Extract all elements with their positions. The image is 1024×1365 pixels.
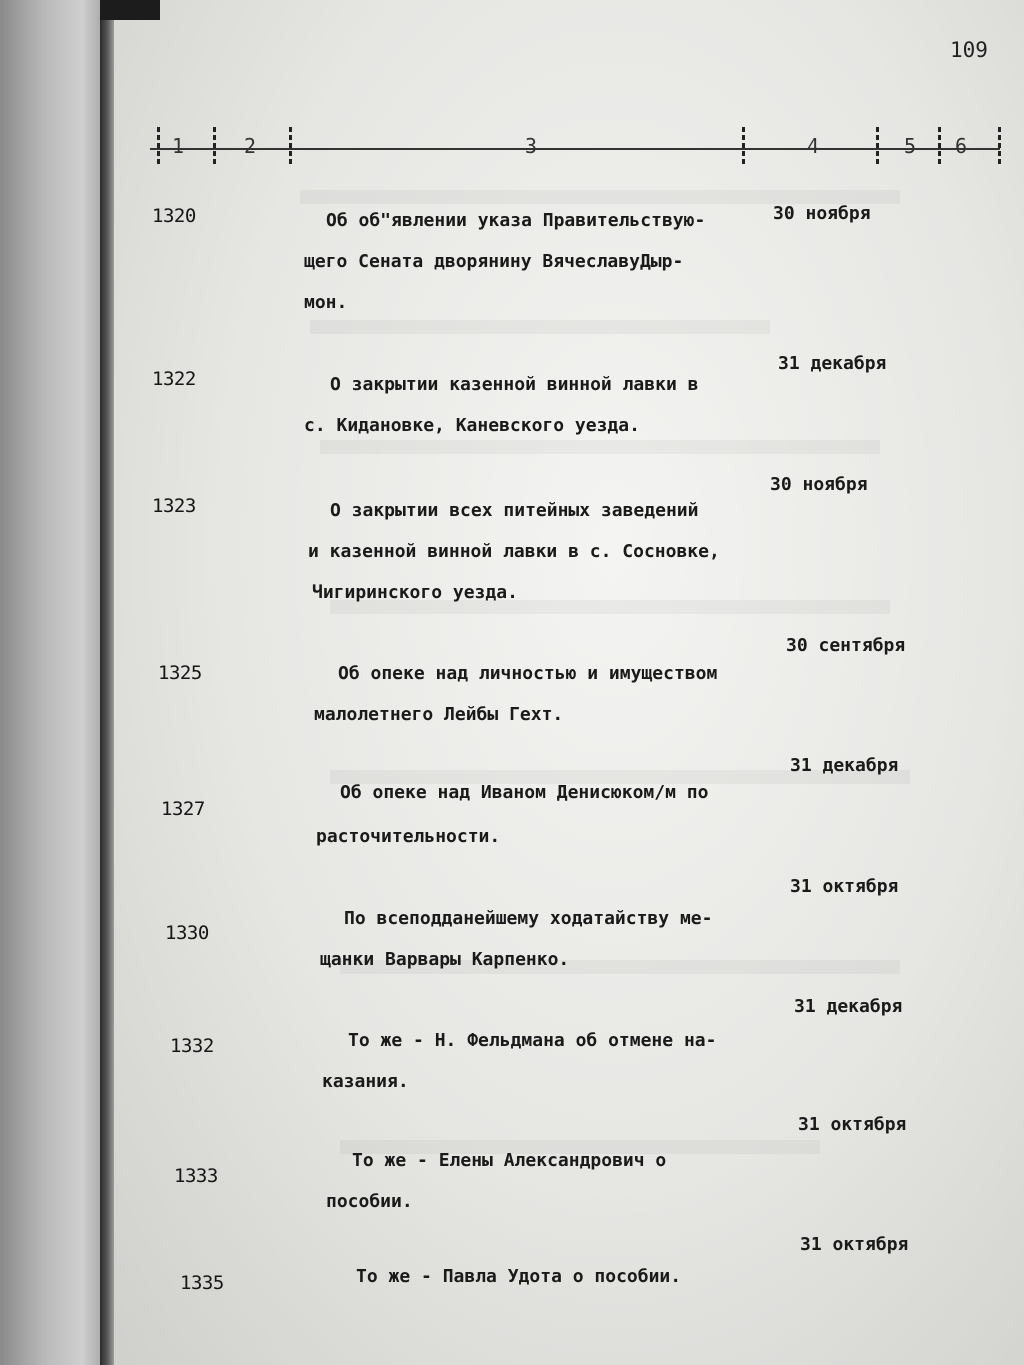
entry-number: 1330 — [165, 922, 209, 944]
entry-date: 31 декабря — [794, 996, 903, 1017]
column-header-5: 5 — [904, 134, 917, 158]
binding-edge — [100, 0, 114, 1365]
entry-text-line: О закрытии всех питейных заведений — [330, 500, 699, 521]
entry-text-line: Об опеке над Иваном Денисюком/м по — [340, 782, 709, 803]
entry-text-line: Об об"явлении указа Правительствую- — [326, 210, 706, 231]
entry-text-line: расточительности. — [316, 826, 501, 847]
entry-date: 31 октября — [798, 1114, 907, 1135]
entry-date: 31 октября — [800, 1234, 909, 1255]
entry-number: 1335 — [180, 1272, 224, 1294]
header-tick — [998, 127, 1001, 167]
binding-strip — [0, 0, 110, 1365]
entry-number: 1322 — [152, 368, 196, 390]
column-header-4: 4 — [807, 134, 820, 158]
column-header-1: 1 — [172, 134, 185, 158]
entry-text-line: мон. — [304, 292, 348, 313]
header-tick — [213, 127, 216, 167]
dark-corner — [100, 0, 160, 20]
entry-date: 30 ноября — [770, 474, 868, 495]
entry-text-line: и казенной винной лавки в с. Сосновке, — [308, 541, 720, 562]
entry-number: 1323 — [152, 495, 196, 517]
entry-number: 1332 — [170, 1035, 214, 1057]
column-header-2: 2 — [244, 134, 257, 158]
header-tick — [289, 127, 292, 167]
entry-text-line: По всеподданейшему ходатайству ме- — [344, 908, 713, 929]
entry-number: 1327 — [161, 798, 205, 820]
entry-text-line: То же - Павла Удота о пособии. — [356, 1266, 682, 1287]
header-tick — [876, 127, 879, 167]
column-header-3: 3 — [525, 134, 538, 158]
entry-number: 1333 — [174, 1165, 218, 1187]
entry-date: 30 ноября — [773, 203, 871, 224]
entry-date: 30 сентября — [786, 635, 906, 656]
entry-text-line: Об опеке над личностью и имуществом — [338, 663, 718, 684]
entry-date: 31 декабря — [778, 353, 887, 374]
page-number: 109 — [950, 38, 988, 62]
entry-text-line: Чигиринского уезда. — [312, 582, 518, 603]
entry-text-line: То же - Елены Александрович о — [352, 1150, 667, 1171]
entry-text-line: щанки Варвары Карпенко. — [320, 949, 570, 970]
header-tick — [157, 127, 160, 167]
entry-date: 31 декабря — [790, 755, 899, 776]
entry-date: 31 октября — [790, 876, 899, 897]
entry-text-line: с. Кидановке, Каневского уезда. — [304, 415, 640, 436]
entry-text-line: То же - Н. Фельдмана об отмене на- — [348, 1030, 717, 1051]
entry-number: 1325 — [158, 662, 202, 684]
entry-text-line: казания. — [322, 1071, 409, 1092]
entry-text-line: О закрытии казенной винной лавки в — [330, 374, 699, 395]
header-tick — [938, 127, 941, 167]
bleed-through-shadow — [310, 320, 770, 334]
entry-text-line: щего Сената дворянину ВячеславуДыр- — [304, 251, 684, 272]
header-rule — [150, 148, 1000, 150]
entry-number: 1320 — [152, 205, 196, 227]
entry-text-line: малолетнего Лейбы Гехт. — [314, 704, 564, 725]
column-header-6: 6 — [955, 134, 968, 158]
entry-text-line: пособии. — [326, 1191, 413, 1212]
header-tick — [742, 127, 745, 167]
